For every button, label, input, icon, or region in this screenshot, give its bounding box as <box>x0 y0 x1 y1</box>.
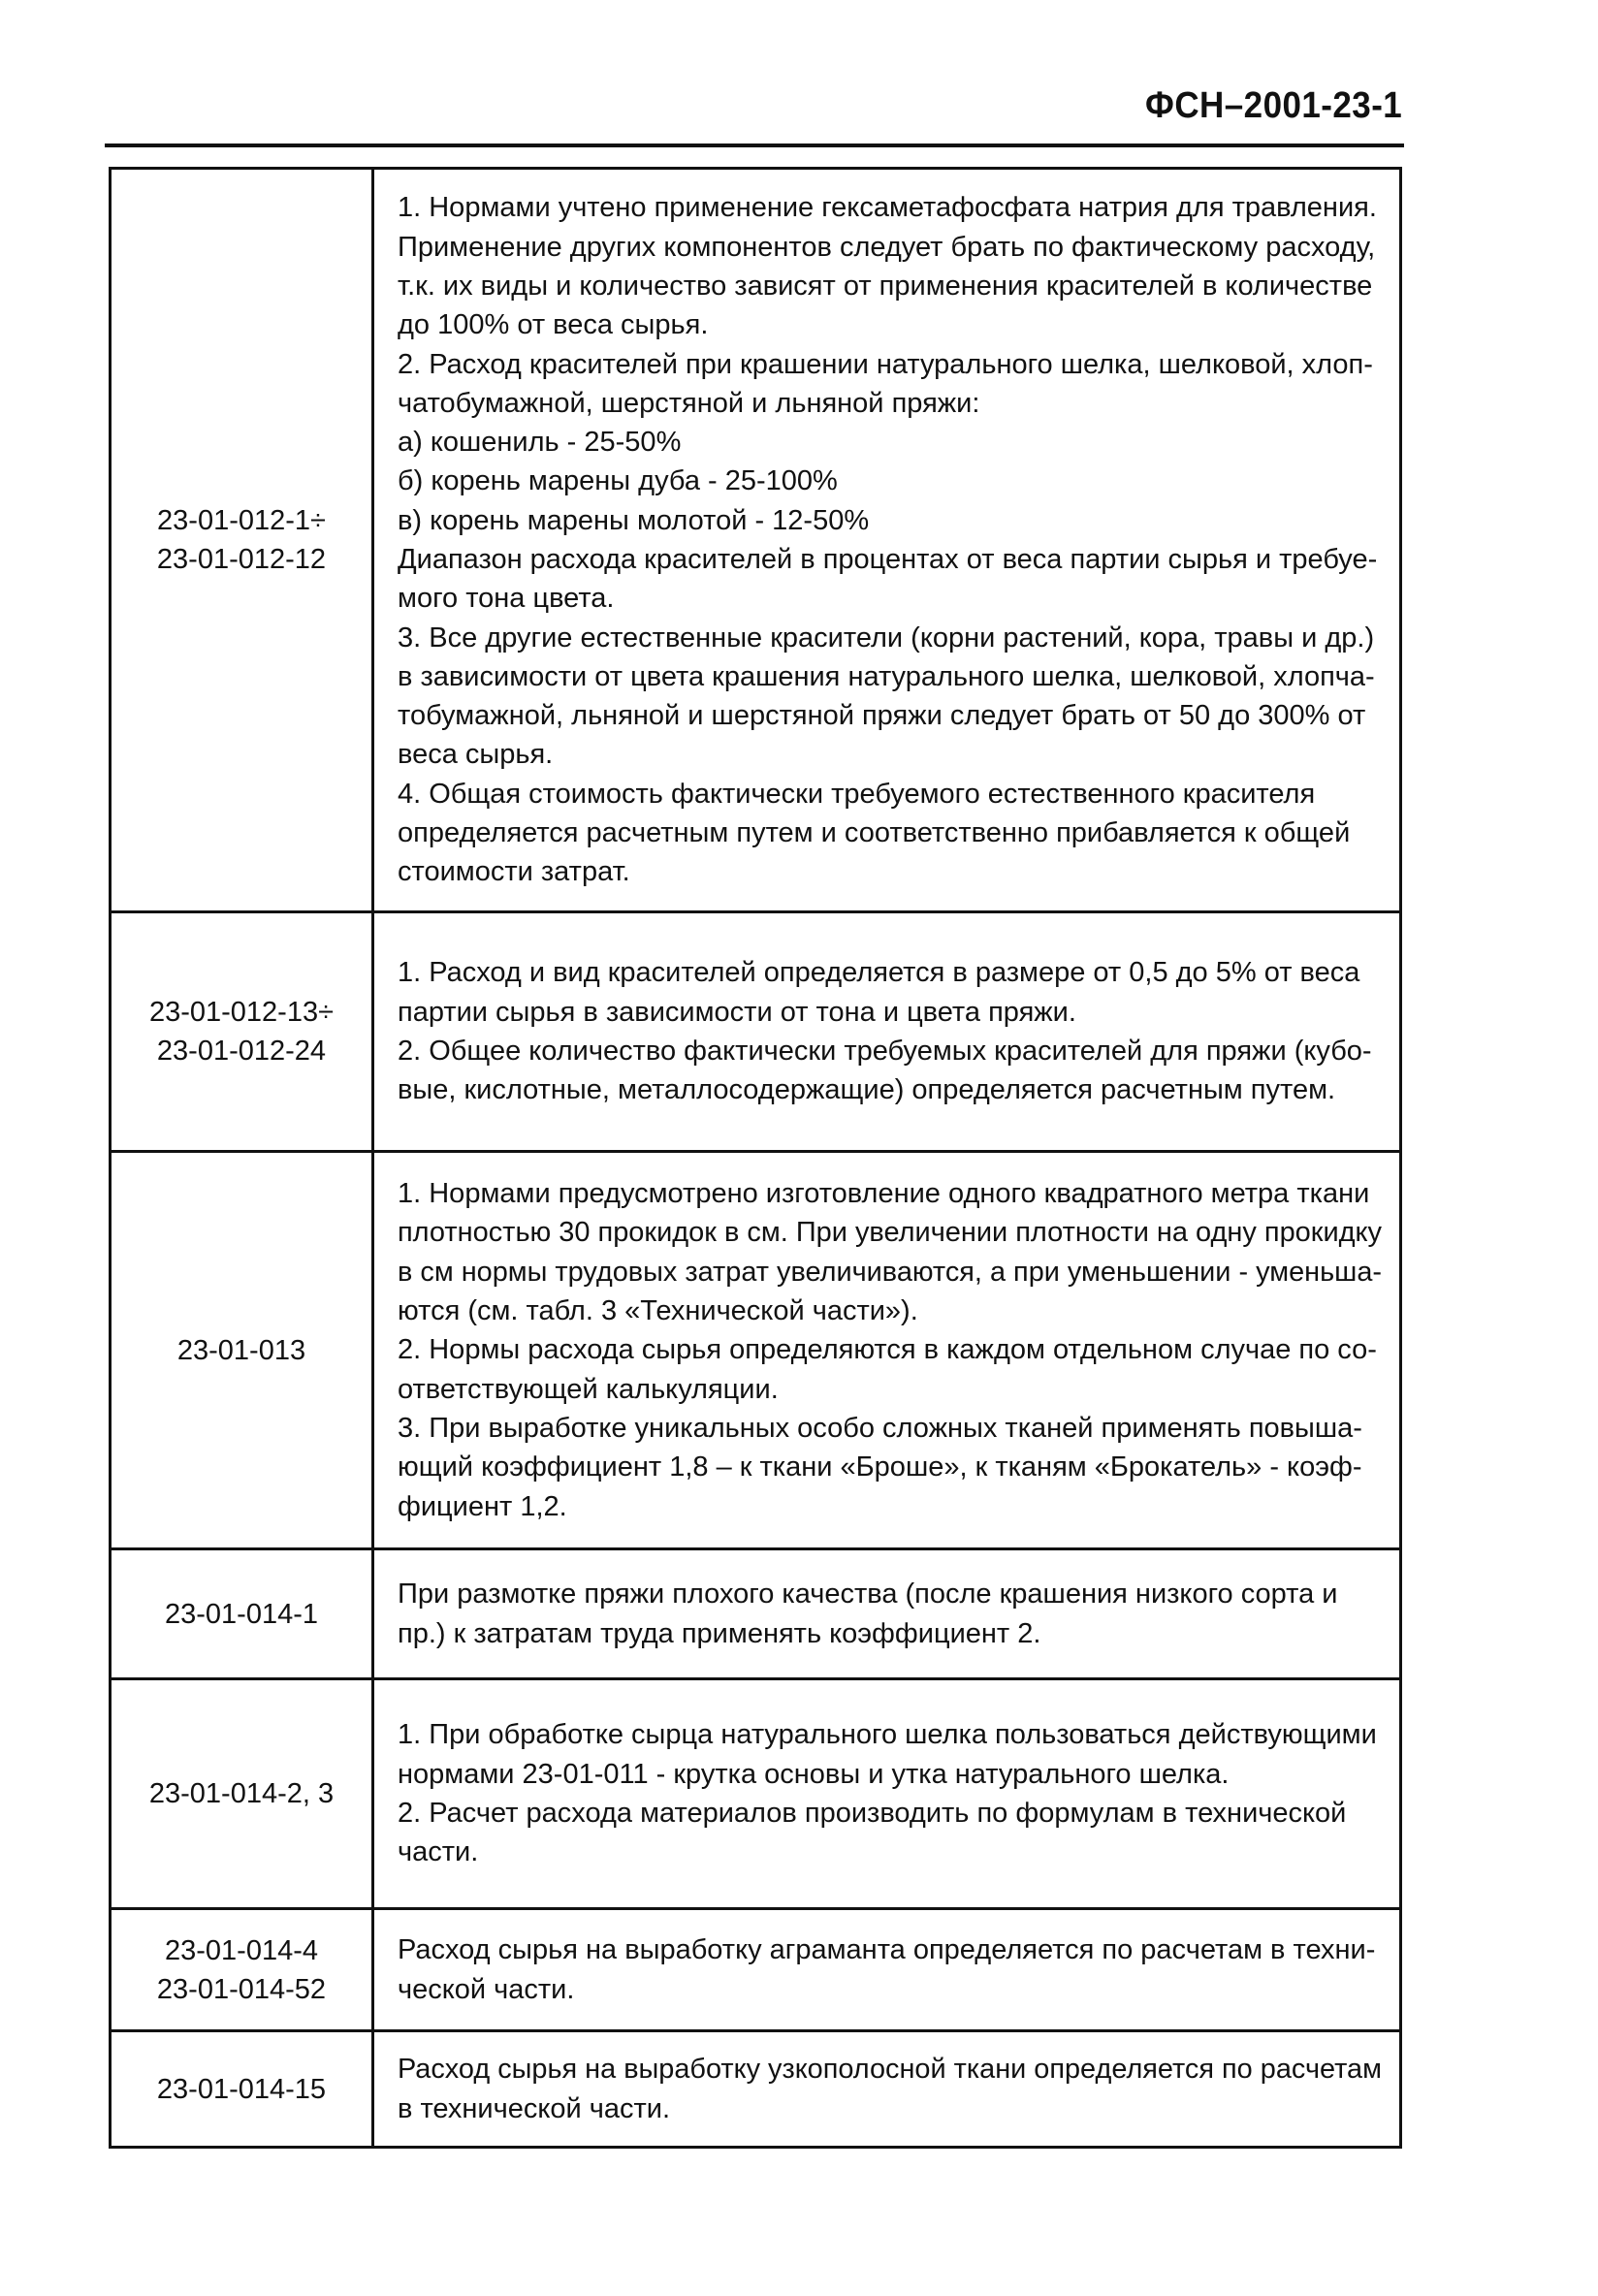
notes-line <box>398 1032 1382 1070</box>
norm-code: 23-01-012-1÷ <box>157 505 326 536</box>
norm-code-cell <box>111 912 373 1152</box>
notes-line-text: 3. Все другие естественные красители (корни растений, кора, травы и др.) <box>398 622 1375 654</box>
norm-row <box>111 2031 1401 2148</box>
notes-line <box>398 619 1382 657</box>
notes-line <box>398 953 1382 992</box>
notes-line-text: фициент 1,2. <box>398 1490 567 1522</box>
notes-line <box>398 2050 1382 2089</box>
notes-line-text: 1. Расход и вид красителей определяется в размере от 0,5 до 5% от веса <box>398 957 1360 989</box>
notes-line-text: т.к. их виды и количество зависят от применения красителей в количестве <box>398 270 1373 302</box>
norms-table-body <box>111 169 1401 2148</box>
notes-line-text: 1. Нормами учтено применение гексаметафосфата натрия для травления. <box>398 192 1377 224</box>
notes-line <box>398 1487 1382 1526</box>
notes-line <box>398 228 1382 267</box>
notes-line <box>398 305 1382 344</box>
notes-line-text: плотностью 30 прокидок в см. При увеличении плотности на одну прокидку <box>398 1217 1382 1249</box>
norm-row <box>111 1152 1401 1549</box>
notes-line-text: в зависимости от цвета крашения натурального шелка, шелковой, хлопча- <box>398 660 1375 692</box>
notes-line <box>398 813 1382 852</box>
notes-line-text: в технической части. <box>398 2092 671 2124</box>
notes-line-text: 3. При выработке уникальных особо сложных тканей применять повыша- <box>398 1412 1362 1444</box>
notes-line <box>398 2089 1382 2128</box>
notes-line <box>398 1448 1382 1486</box>
norm-code: 23-01-014-1 <box>165 1598 318 1630</box>
notes-line-text: ческой части. <box>398 1973 575 2005</box>
norm-code-cell <box>111 1549 373 1679</box>
notes-line <box>398 1070 1382 1109</box>
norm-notes-cell <box>373 912 1401 1152</box>
norm-notes-cell <box>373 1549 1401 1679</box>
notes-line-text: 2. Расчет расхода материалов производить по формулам в технической <box>398 1798 1347 1829</box>
norm-row <box>111 912 1401 1152</box>
notes-line <box>398 993 1382 1032</box>
notes-line-text: в) корень марены молотой - 12-50% <box>398 504 870 536</box>
notes-line-text: Расход сырья на выработку узкополосной ткани определяется по расчетам <box>398 2054 1382 2086</box>
norm-code: 23-01-014-15 <box>156 2073 327 2105</box>
notes-line <box>398 735 1382 774</box>
notes-line-text: веса сырья. <box>398 739 554 771</box>
norm-notes-cell <box>373 1679 1401 1909</box>
notes-line-text: 1. Нормами предусмотрено изготовление одного квадратного метра ткани <box>398 1178 1370 1210</box>
notes-line <box>398 1575 1382 1613</box>
notes-line <box>398 384 1382 423</box>
notes-line-text: 2. Нормы расхода сырья определяются в каждом отдельном случае по со- <box>398 1334 1377 1366</box>
notes-line-text: 1. При обработке сырца натурального шелка пользоваться действующими <box>398 1719 1377 1751</box>
notes-line <box>398 1930 1382 1969</box>
notes-line-text: б) корень марены дуба - 25-100% <box>398 465 838 497</box>
notes-line-text: Расход сырья на выработку аграманта определяется по расчетам в техни- <box>398 1934 1376 1966</box>
notes-line <box>398 657 1382 696</box>
norm-code-cell <box>111 1909 373 2031</box>
notes-line-text: в см нормы трудовых затрат увеличиваются, а при уменьшении - уменьша- <box>398 1256 1383 1288</box>
notes-line-text: ющий коэффициент 1,8 – к ткани «Броше», к тканям «Брокатель» - коэф- <box>398 1451 1362 1483</box>
norm-code: 23-01-014-2, 3 <box>148 1778 335 1809</box>
notes-line-text: а) кошениль - 25-50% <box>398 427 682 459</box>
norm-row <box>111 1549 1401 1679</box>
norm-code-cell <box>111 1679 373 1909</box>
notes-line-text: ответствующей калькуляции. <box>398 1373 779 1405</box>
notes-line-text: до 100% от веса сырья. <box>398 309 709 341</box>
notes-line <box>398 1213 1382 1252</box>
notes-line-text: ются (см. табл. 3 «Технической части»). <box>398 1295 918 1327</box>
notes-line <box>398 1715 1382 1754</box>
norm-code: 23-01-013 <box>176 1334 306 1366</box>
norm-code-cell <box>111 2031 373 2148</box>
notes-line <box>398 1330 1382 1369</box>
norm-code-cell <box>111 1152 373 1549</box>
notes-line <box>398 1833 1382 1871</box>
notes-line <box>398 267 1382 305</box>
norm-row <box>111 169 1401 912</box>
notes-line-text: нормами 23-01-011 - крутка основы и утка натурального шелка. <box>398 1758 1230 1790</box>
notes-line <box>398 1253 1382 1292</box>
notes-line-text: 2. Расход красителей при крашении натурального шелка, шелковой, хлоп- <box>398 348 1373 380</box>
norm-code: 23-01-012-12 <box>156 544 327 575</box>
notes-line-text: Диапазон расхода красителей в процентах от веса партии сырья и требуе- <box>398 544 1378 575</box>
notes-line <box>398 1755 1382 1794</box>
norms-table <box>109 167 1402 2149</box>
notes-line <box>398 1614 1382 1653</box>
notes-line-text: вые, кислотные, металлосодержащие) определяется расчетным путем. <box>398 1074 1336 1106</box>
notes-line-text: партии сырья в зависимости от тона и цвета пряжи. <box>398 996 1076 1028</box>
norm-row <box>111 1909 1401 2031</box>
norm-code: 23-01-014-4 <box>165 1934 318 1966</box>
norm-notes-cell <box>373 1909 1401 2031</box>
notes-line <box>398 775 1382 813</box>
notes-line <box>398 540 1382 579</box>
notes-line-text: Применение других компонентов следует брать по фактическому расходу, <box>398 231 1376 263</box>
notes-line <box>398 696 1382 735</box>
notes-line-text: При размотке пряжи плохого качества (после крашения низкого сорта и <box>398 1578 1338 1610</box>
norm-row <box>111 1679 1401 1909</box>
header-rule <box>105 144 1404 147</box>
norm-code: 23-01-012-13÷ <box>148 997 335 1028</box>
notes-line <box>398 188 1382 227</box>
norm-notes-cell <box>373 169 1401 912</box>
norm-code: 23-01-012-24 <box>156 1036 327 1067</box>
notes-line-text: тобумажной, льняной и шерстяной пряжи следует брать от 50 до 300% от <box>398 700 1366 732</box>
notes-line <box>398 852 1382 891</box>
notes-line <box>398 579 1382 618</box>
norm-code-cell <box>111 169 373 912</box>
notes-line-text: 2. Общее количество фактически требуемых красителей для пряжи (кубо- <box>398 1036 1372 1067</box>
notes-line <box>398 1292 1382 1330</box>
notes-line <box>398 1794 1382 1833</box>
document-code: ФСН–2001-23-1 <box>1144 85 1402 126</box>
notes-line <box>398 462 1382 500</box>
notes-line <box>398 1174 1382 1213</box>
norm-notes-cell <box>373 1152 1401 1549</box>
notes-line-text: мого тона цвета. <box>398 583 615 615</box>
notes-line <box>398 1409 1382 1448</box>
notes-line <box>398 1370 1382 1409</box>
notes-line <box>398 501 1382 540</box>
notes-line-text: пр.) к затратам труда применять коэффициент 2. <box>398 1617 1041 1649</box>
norm-notes-cell <box>373 2031 1401 2148</box>
notes-line-text: стоимости затрат. <box>398 856 630 888</box>
norm-code: 23-01-014-52 <box>156 1973 327 2005</box>
notes-line <box>398 1970 1382 2009</box>
notes-line-text: чатобумажной, шерстяной и льняной пряжи: <box>398 387 980 419</box>
notes-line-text: определяется расчетным путем и соответственно прибавляется к общей <box>398 817 1351 849</box>
notes-line <box>398 345 1382 384</box>
notes-line <box>398 423 1382 462</box>
notes-line-text: 4. Общая стоимость фактически требуемого естественного красителя <box>398 778 1316 810</box>
notes-line-text: части. <box>398 1836 479 1868</box>
